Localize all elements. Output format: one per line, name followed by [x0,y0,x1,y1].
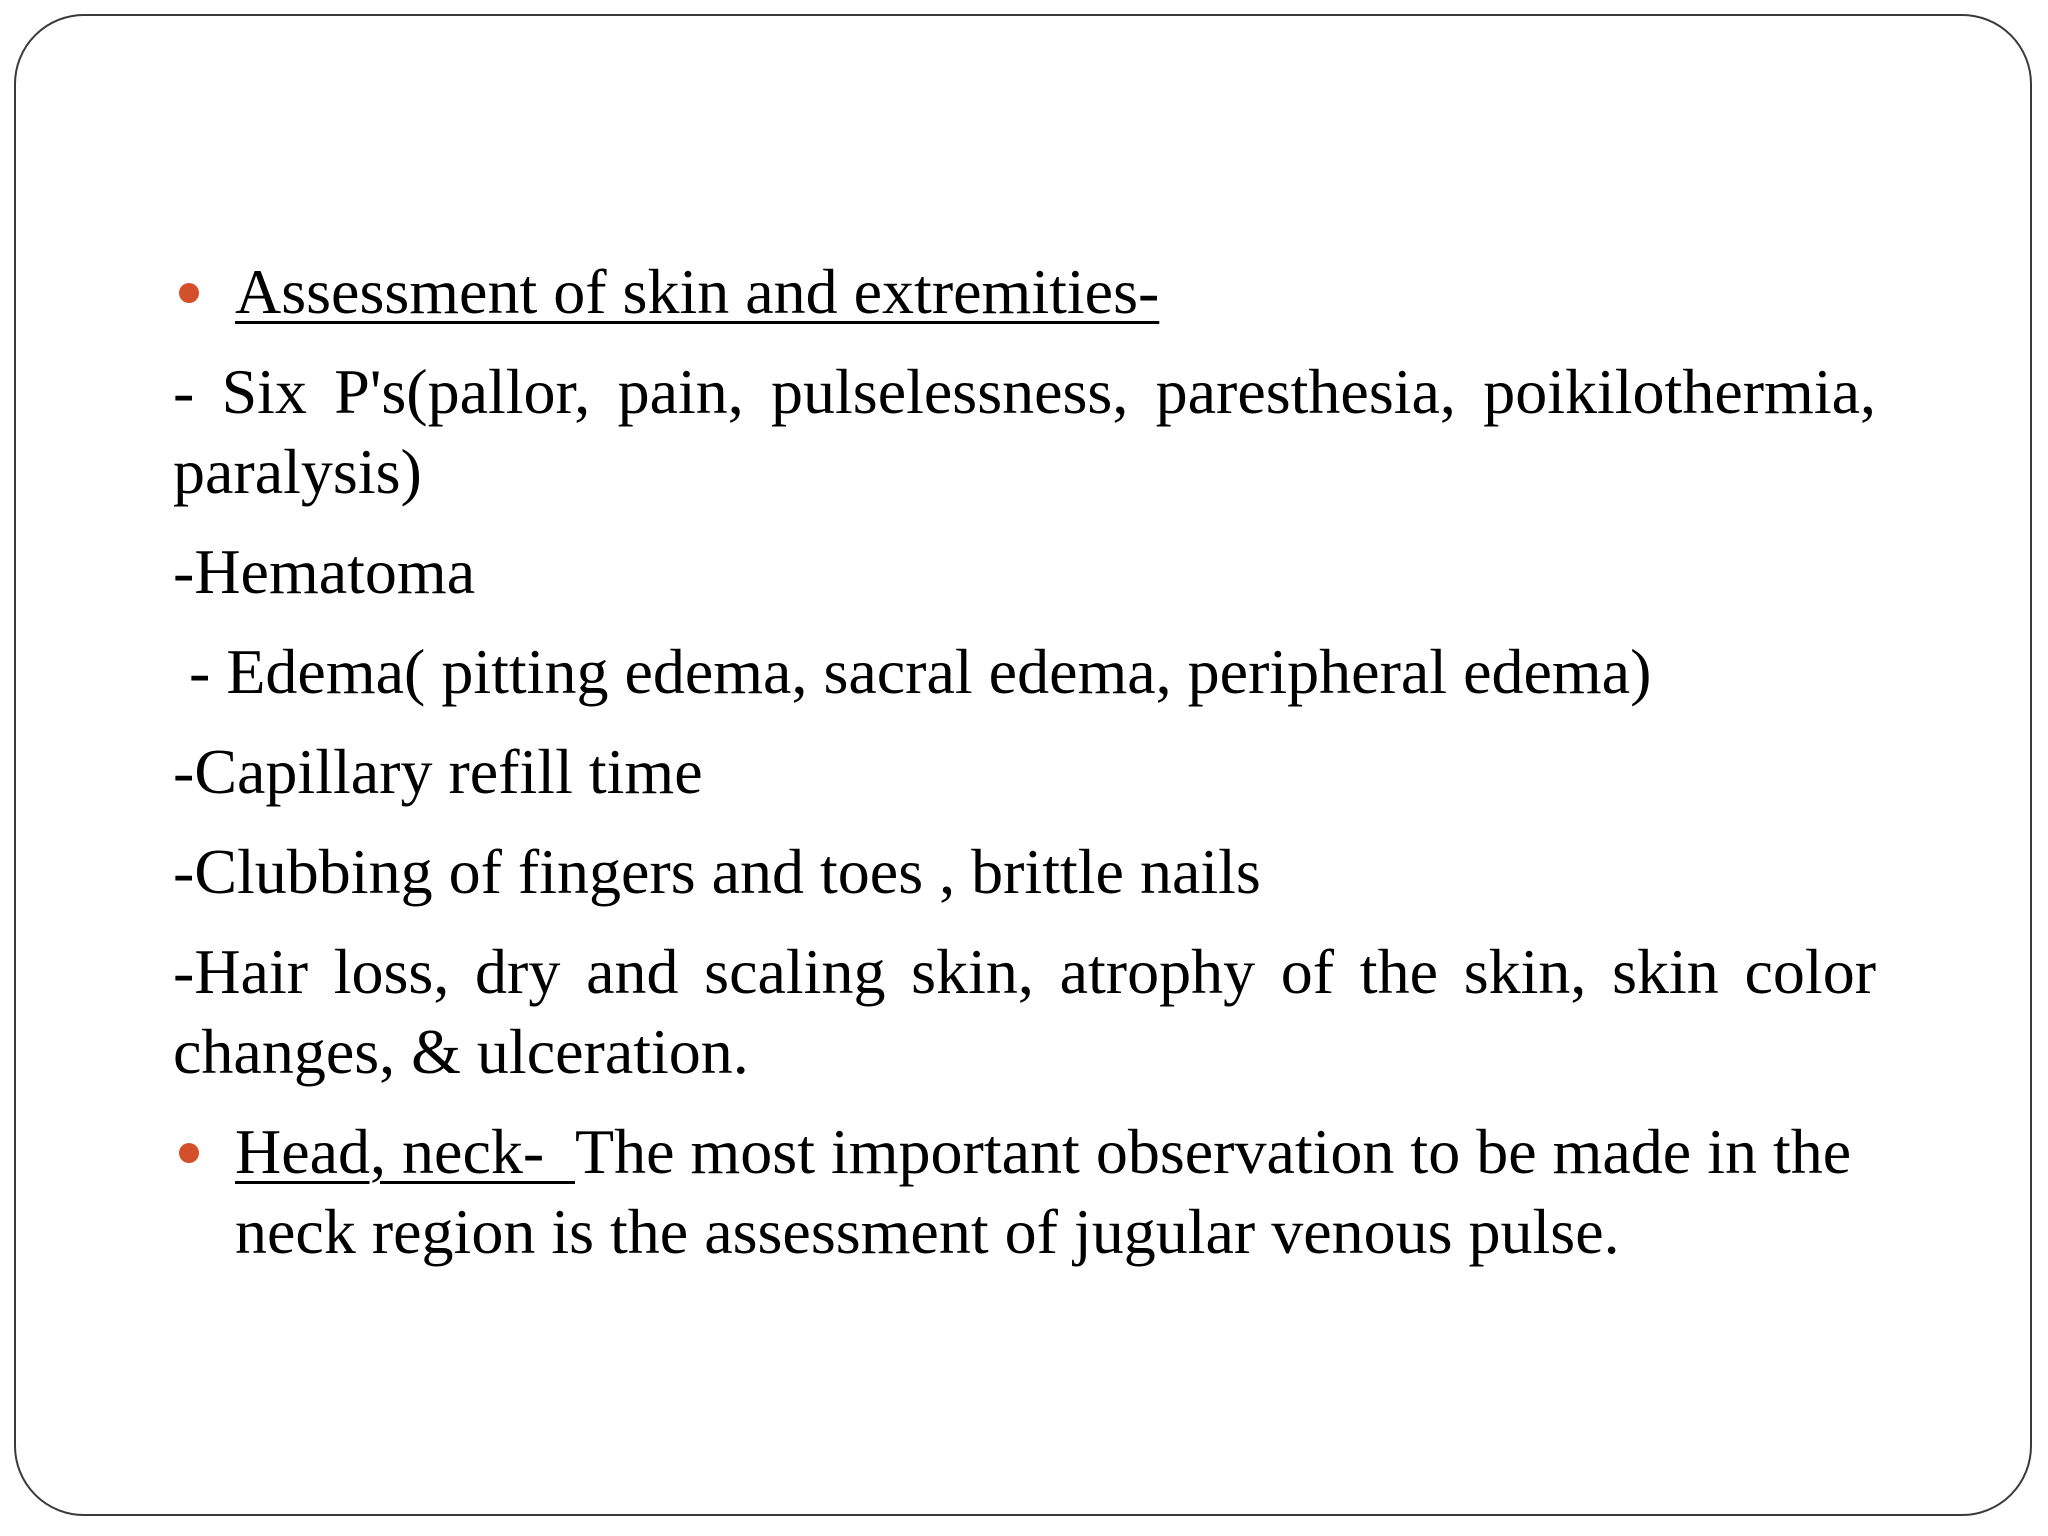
list-line-clubbing: -Clubbing of fingers and toes , brittle nails [173,836,1261,907]
list-line-capillary-refill: -Capillary refill time [173,736,703,807]
bullet-dot-icon [179,1143,199,1163]
bullet-text: The most important observation to be made in the neck region is the assessment of jugular venous pulse. [235,1116,1852,1267]
slide-content [173,252,1876,1272]
list-line-hematoma: -Hematoma [173,536,476,607]
list-line-hair-loss: -Hair loss, dry and scaling skin, atrophy of the skin, skin color changes, & ulceration. [173,936,1876,1087]
bullet-item-skin-assessment [173,252,1876,332]
list-line-six-ps: - Six P's(pallor, pain, pulselessness, paresthesia, poikilothermia, paralysis) [173,356,1876,507]
bullet-item-head-neck [173,1112,1876,1272]
list-line-edema: - Edema( pitting edema, sacral edema, peripheral edema) [173,636,1652,707]
bullet-heading: Assessment of skin and extremities- [235,256,1160,327]
bullet-heading: Head, neck- [235,1116,575,1187]
bullet-dot-icon [179,283,199,303]
